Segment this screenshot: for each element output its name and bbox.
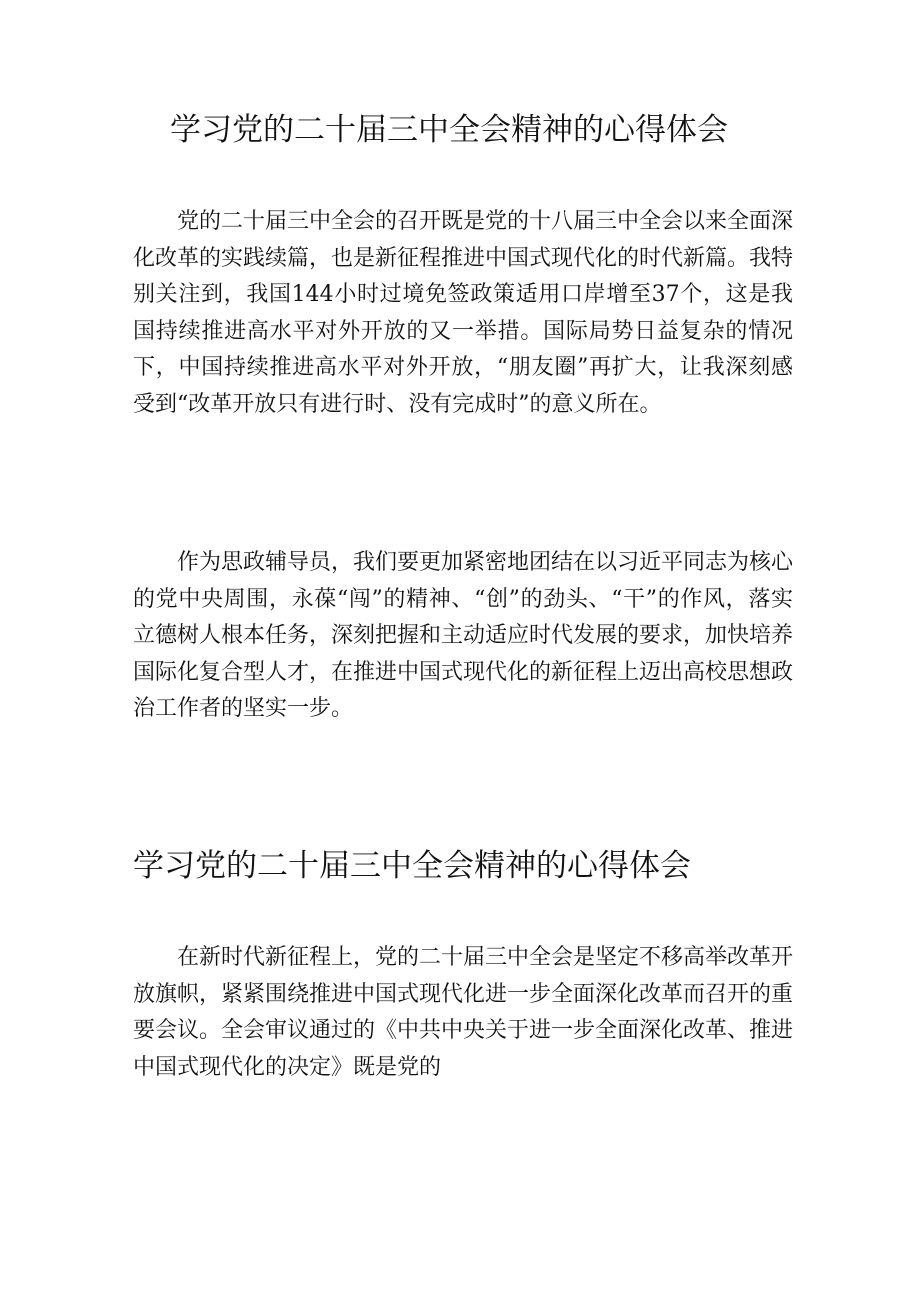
section-1-title: 学习党的二十届三中全会精神的心得体会 [170, 112, 728, 148]
section-1-paragraph-1: 党的二十届三中全会的召开既是党的十八届三中全会以来全面深化改革的实践续篇，也是新征程推进中国式现代化的时代新篇。我特别关注到，我国144小时过境免签政策适用口岸增至37个，这是我国持续推进高水平对外开放的又一举措。国际局势日益复杂的情况下，中国持续推进高水平对外开放，“朋友圈”再扩大，让我深刻感受到“改革开放只有进行时、没有完成时”的意义所在。 [133, 209, 794, 417]
section-1-paragraph-2: 作为思政辅导员，我们要更加紧密地团结在以习近平同志为核心的党中央周围，永葆“闯”的精神、“创”的劲头、“干”的作风，落实立德树人根本任务，深刻把握和主动适应时代发展的要求，加快培养国际化复合型人才，在推进中国式现代化的新征程上迈出高校思想政治工作者的坚实一步。 [133, 550, 794, 721]
section-2-title: 学习党的二十届三中全会精神的心得体会 [133, 848, 691, 884]
section-2-paragraph-1: 在新时代新征程上，党的二十届三中全会是坚定不移高举改革开放旗帜，紧紧围绕推进中国式现代化进一步全面深化改革而召开的重要会议。全会审议通过的《中共中央关于进一步全面深化改革、推进中国式现代化的决定》既是党的 [133, 945, 794, 1080]
